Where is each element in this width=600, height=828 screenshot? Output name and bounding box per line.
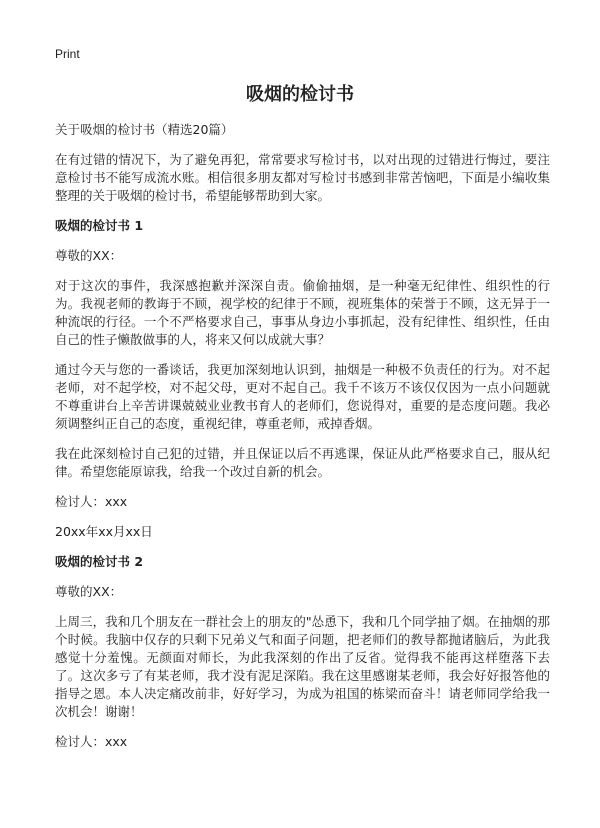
letter-section-2 [55,553,550,751]
salutation: 尊敬的XX： [55,248,123,263]
intro-paragraph: 在有过错的情况下，为了避免再犯，常常要求写检讨书，以对出现的过错进行悔过，要注意检讨书不能写成流水账。相信很多朋友都对写检讨书感到非常苦恼吧，下面是小编收集整理的关于吸烟的检讨书，希望能够帮助到大家。 [55,152,550,203]
body-paragraph: 通过今天与您的一番谈话，我更加深刻地认识到，抽烟是一种极不负责任的行为。对不起老师，对不起学校，对不起父母，更对不起自己。我千不该万不该仅仅因为一点小问题就不尊重讲台上辛苦讲课兢兢业业教书育人的老师们，您说得对，重要的是态度问题。我必须调整纠正自己的态度，重视纪律，尊重老师，戒掉香烟。 [55,362,550,431]
body-paragraph: 上周三，我和几个朋友在一群社会上的朋友的"怂恿下，我和几个同学抽了烟。在抽烟的那个时候。我脑中仅存的只剩下兄弟义气和面子问题，把老师们的教导都抛诸脑后，为此我感觉十分羞愧。无颜面对师长，为此我深刻的作出了反省。觉得我不能再这样堕落下去了。这次多亏了有某老师，我才没有泥足深陷。我在这里感谢某老师，我会好好报答他的指导之恩。本人决定痛改前非，好好学习，为成为祖国的栋梁而奋斗！请老师同学给我一次机会！谢谢！ [55,614,550,719]
section-heading: 吸烟的检讨书 2 [55,554,144,569]
body-paragraph: 对于这次的事件，我深感抱歉并深深自责。偷偷抽烟，是一种毫无纪律性、组织性的行为。我视老师的教诲于不顾，视学校的纪律于不顾，视班集体的荣誉于不顾，这无异于一种流氓的行径。一个不严格要求自己，事事从身边小事抓起，没有纪律性、组织性，任由自己的性子懒散做事的人，将来又何以成就大事？ [55,278,550,347]
section-heading: 吸烟的检讨书 1 [55,218,144,233]
document-body [55,121,550,763]
page-title: 吸烟的检讨书 [246,84,354,105]
document-subtitle: 关于吸烟的检讨书（精选20篇） [55,122,234,137]
signature: 检讨人：xxx [55,494,128,509]
letter-section-1 [55,217,550,541]
date: 20xx年xx月xx日 [55,524,153,539]
salutation: 尊敬的XX： [55,584,123,599]
body-paragraph: 我在此深刻检讨自己犯的过错，并且保证以后不再逃课，保证从此严格要求自己，服从纪律。希望您能原谅我，给我一个改过自新的机会。 [55,446,550,479]
print-link[interactable]: Print [55,47,80,61]
signature: 检讨人：xxx [55,734,128,749]
